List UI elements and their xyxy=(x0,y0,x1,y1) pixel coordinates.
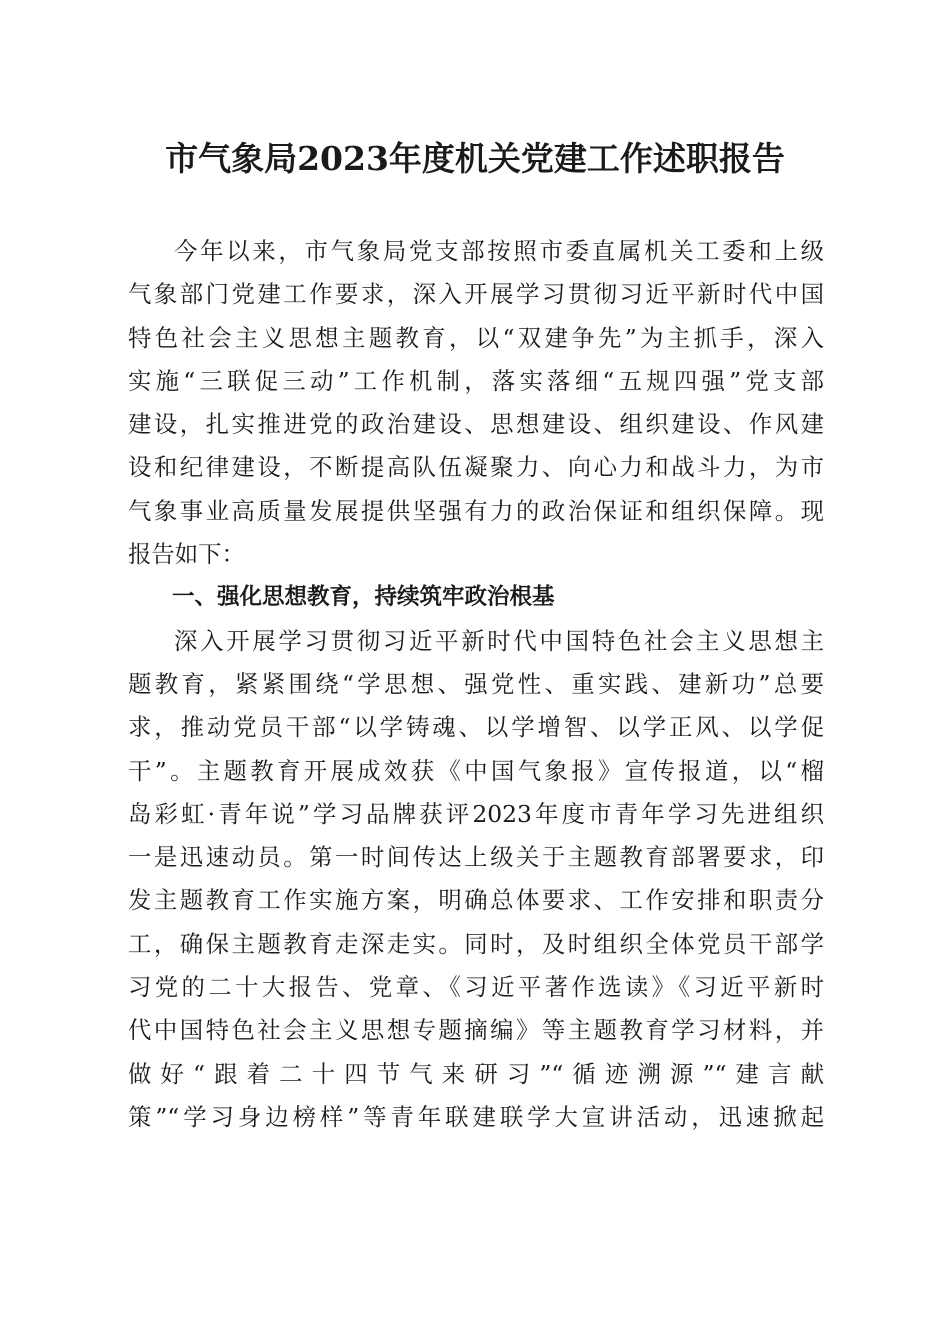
text-line: 代中国特色社会主义思想专题摘编》等主题教育学习材料，并 xyxy=(128,1016,824,1045)
paragraph-section-one xyxy=(128,620,824,1140)
text-line: 深入开展学习贯彻习近平新时代中国特色社会主义思想主 xyxy=(174,626,824,655)
text-line: 实施“三联促三动”工作机制，落实落细“五规四强”党支部 xyxy=(128,366,824,395)
text-line: 报告如下： xyxy=(128,540,245,569)
text-line: 习党的二十大报告、党章、《习近平著作选读》《习近平新时 xyxy=(128,973,824,1002)
section-heading: 一、强化思想教育，持续筑牢政治根基 xyxy=(172,584,555,611)
text-line: 特色社会主义思想主题教育，以“双建争先”为主抓手，深入 xyxy=(128,323,824,352)
paragraph-intro xyxy=(128,230,824,576)
text-line: 气象事业高质量发展提供坚强有力的政治保证和组织保障。现 xyxy=(128,496,824,525)
text-line: 建设，扎实推进党的政治建设、思想建设、组织建设、作风建 xyxy=(128,410,824,439)
document-title: 市气象局2023年度机关党建工作述职报告 xyxy=(165,139,785,178)
document-body xyxy=(128,230,824,1139)
text-line: 今年以来，市气象局党支部按照市委直属机关工委和上级 xyxy=(174,237,824,265)
text-line: 气象部门党建工作要求，深入开展学习贯彻习近平新时代中国 xyxy=(128,280,824,309)
text-line: 做好“跟着二十四节气来研习”“循迹溯源”“建言献 xyxy=(128,1059,824,1088)
text-line: 一是迅速动员。第一时间传达上级关于主题教育部署要求，印 xyxy=(128,843,824,872)
text-line: 干”。主题教育开展成效获《中国气象报》宣传报道，以“榴 xyxy=(128,756,824,785)
text-line: 发主题教育工作实施方案，明确总体要求、工作安排和职责分 xyxy=(128,886,824,915)
text-line: 题教育，紧紧围绕“学思想、强党性、重实践、建新功”总要 xyxy=(128,669,824,698)
text-line: 岛彩虹·青年说”学习品牌获评2023年度市青年学习先进组织 xyxy=(128,799,824,828)
text-line: 策”“学习身边榜样”等青年联建联学大宣讲活动，迅速掀起 xyxy=(128,1102,824,1131)
text-line: 求，推动党员干部“以学铸魂、以学增智、以学正风、以学促 xyxy=(128,713,824,742)
text-line: 工，确保主题教育走深走实。同时，及时组织全体党员干部学 xyxy=(128,929,824,958)
text-line: 设和纪律建设，不断提高队伍凝聚力、向心力和战斗力，为市 xyxy=(128,453,824,482)
